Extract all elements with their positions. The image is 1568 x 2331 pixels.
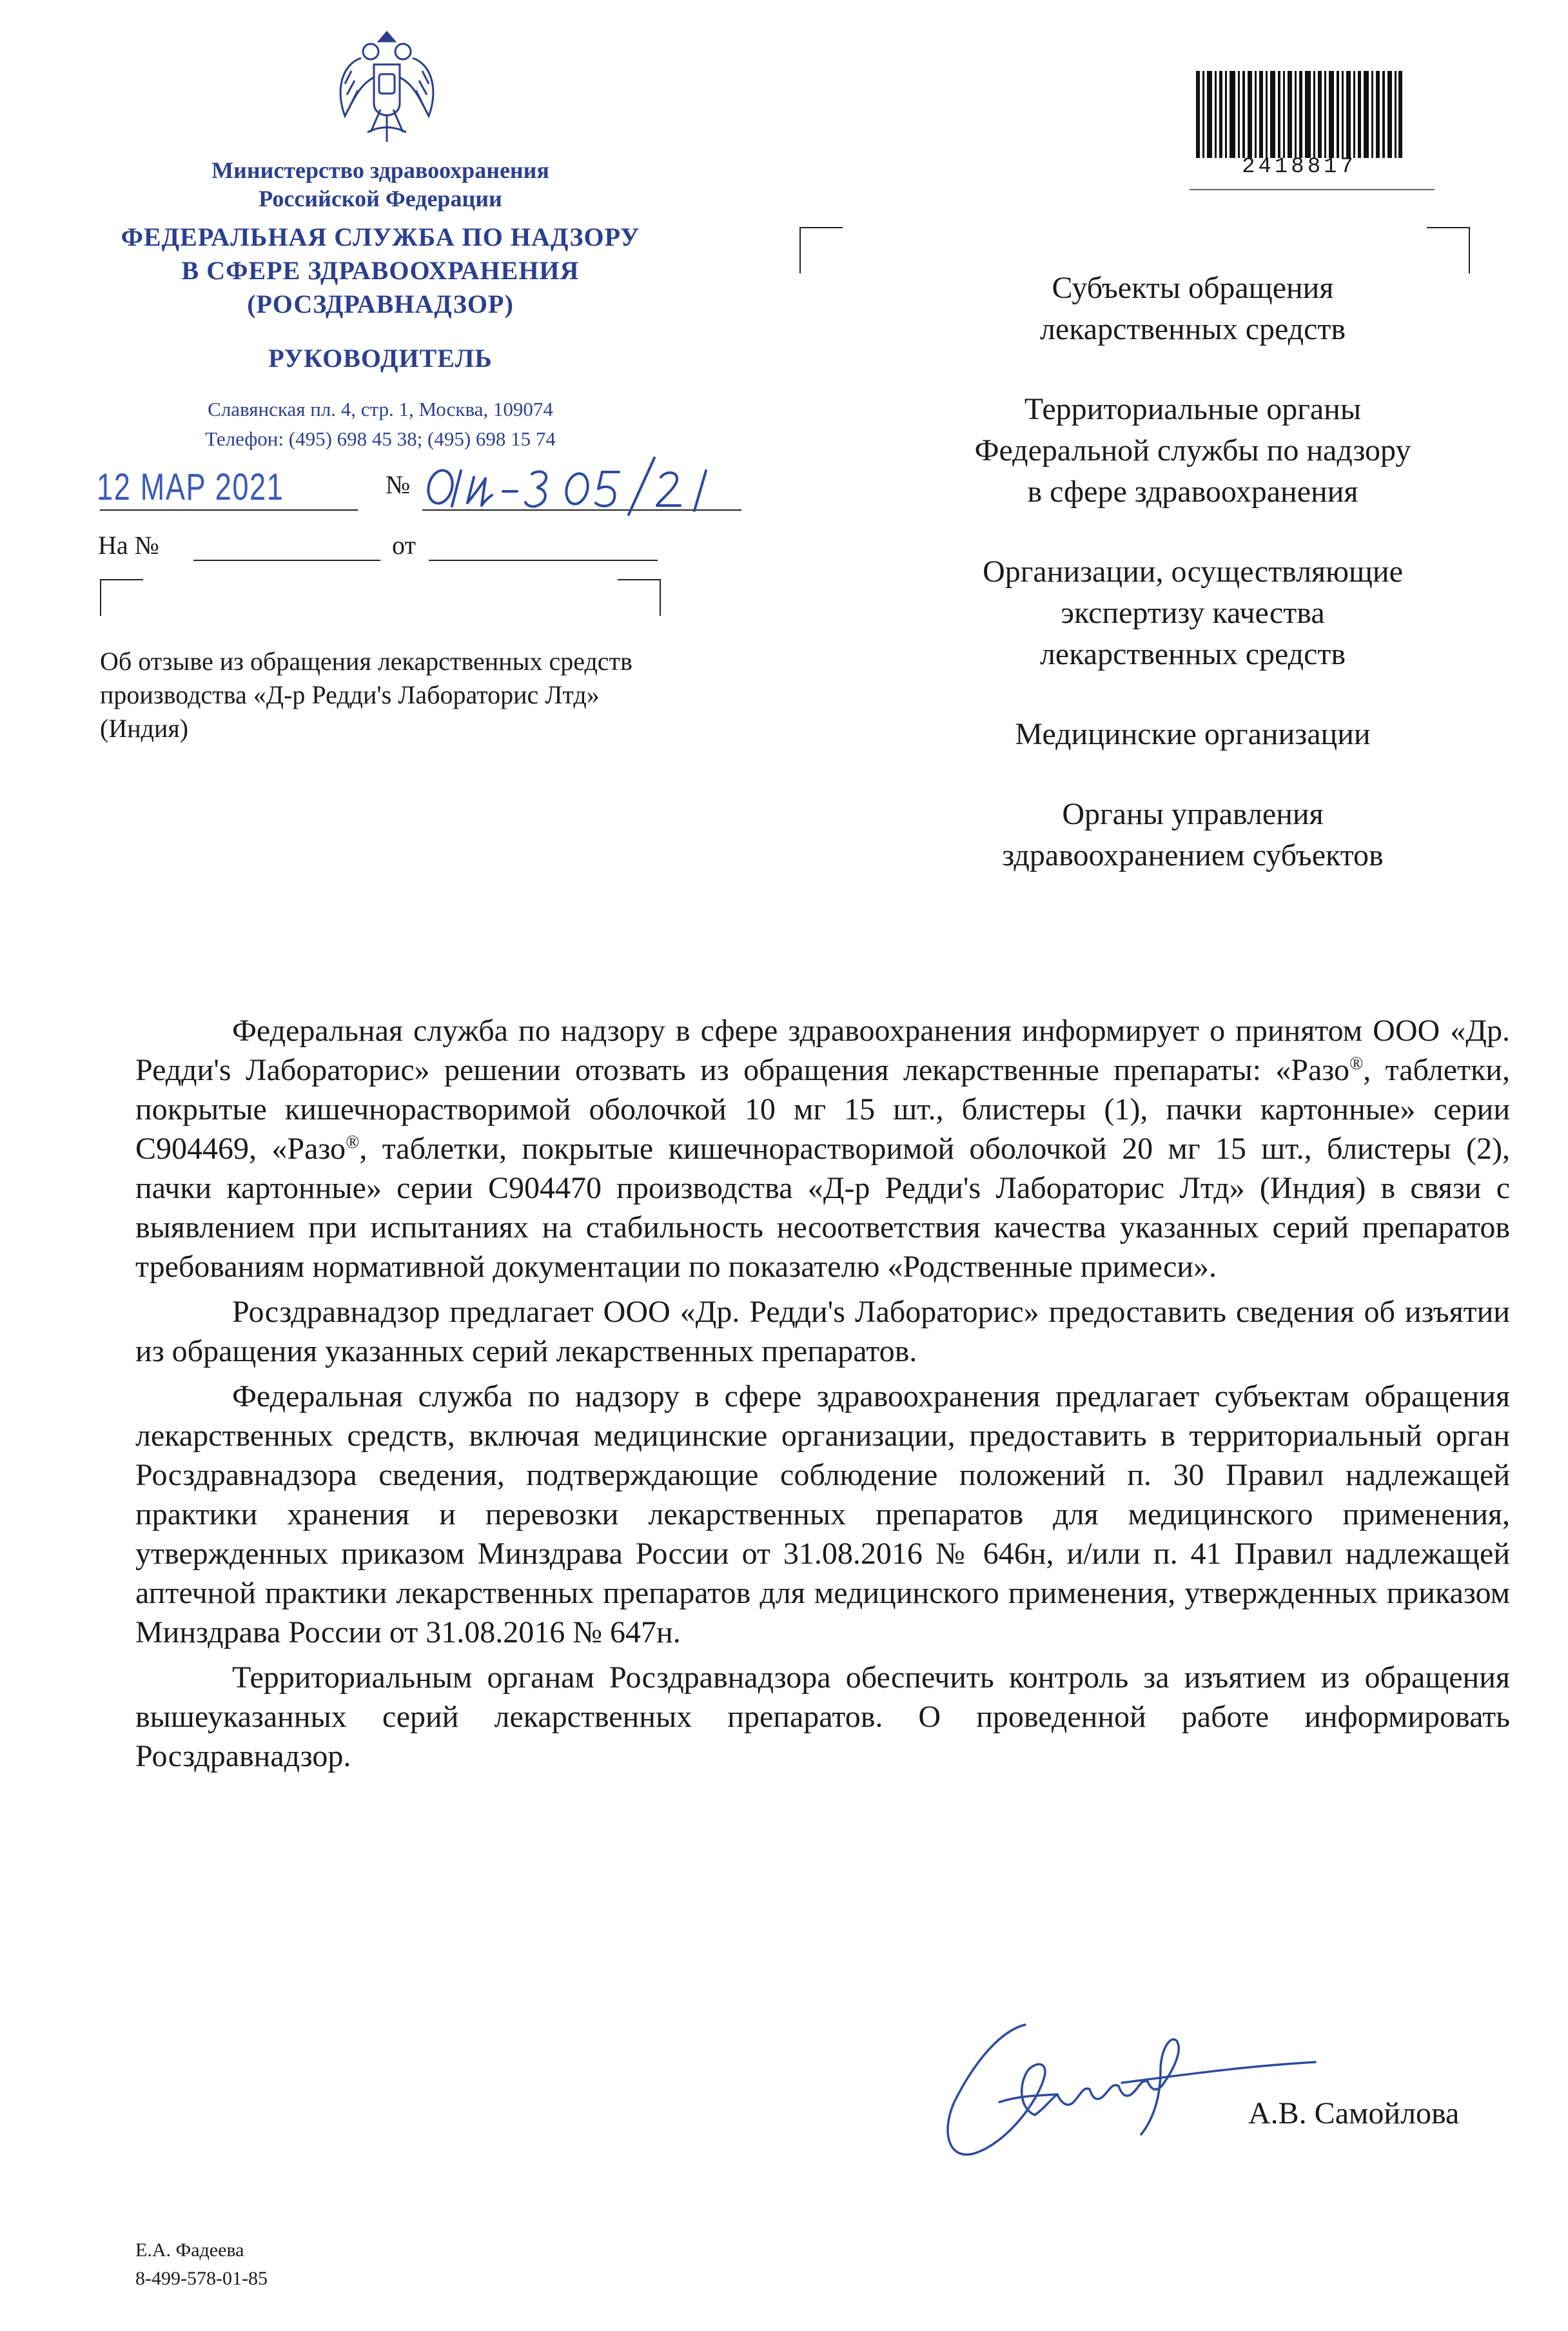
head-title: РУКОВОДИТЕЛЬ: [268, 344, 493, 373]
addressee-line: здравоохранением субъектов: [1002, 838, 1384, 872]
from-underline: [429, 560, 658, 561]
body-p1-part-b: , таблетки, покрытые кишечнорастворимой оболочкой 10 мг 15 шт., блистеры (1), пачки картонные» серии С904469, «Разо: [135, 1053, 1510, 1166]
body-paragraph-3: Федеральная служба по надзору в сфере здравоохранения предлагает субъектам обращения лекарственных средств, включая медицинские организации, предоставить в территориальный орган Росздравнадзора сведения, подтверждающие соблюдение положений п. 30 Правил надлежащей практики хранения и перевозки лекарственных препаратов для медицинского применения, утвержденных приказом Минздрава России от 31.08.2016 № 646н, и/или п. 41 Правил надлежащей аптечной практики лекарственных препаратов для медицинского применения, утвержденных приказом Минздрава России от 31.08.2016 № 647н.: [135, 1379, 1510, 1649]
date-underline: [100, 509, 358, 511]
addressee-item: [903, 714, 1483, 755]
addressee-line: Организации, осуществляющие: [983, 555, 1403, 589]
ministry-name: [90, 156, 671, 213]
phone-line: Телефон: (495) 698 45 38; (495) 698 15 74: [205, 428, 556, 450]
subject-corner-left: [100, 579, 143, 616]
coat-of-arms-emblem-icon: [322, 19, 451, 155]
service-line-2: В СФЕРЕ ЗДРАВООХРАНЕНИЯ: [181, 256, 580, 285]
subject-line-1: Об отзыве из обращения лекарственных средств: [100, 647, 632, 676]
ministry-line-2: Российской Федерации: [259, 186, 502, 211]
executor-phone: 8-499-578-01-85: [135, 2268, 268, 2289]
barcode: [1196, 71, 1402, 158]
executor-name: Е.А. Фадеева: [135, 2239, 244, 2261]
addressee-item: [903, 794, 1483, 876]
body-paragraph-4: Территориальным органам Росздравнадзора обеспечить контроль за изъятием из обращения вышеуказанных серий лекарственных препаратов. О проведенной работе информировать Росздравнадзор.: [135, 1660, 1510, 1773]
addressee-line: Органы управления: [1062, 797, 1324, 831]
body-paragraph-1: [135, 1011, 1510, 1286]
service-name: [90, 221, 671, 321]
executor-block: [135, 2236, 268, 2293]
addressee-line: экспертизу качества: [1061, 596, 1325, 630]
addressees-block: [903, 268, 1483, 915]
letter-subject: [100, 645, 745, 745]
subject-line-3: (Индия): [100, 714, 189, 743]
handwritten-registration-number: [422, 451, 745, 516]
date-stamp: 12 MAP 2021: [97, 466, 284, 508]
addressee-line: в сфере здравоохранения: [1027, 475, 1358, 509]
addressee-line: Федеральной службы по надзору: [974, 433, 1411, 467]
addressee-line: Медицинские организации: [1015, 717, 1371, 751]
addressee-line: лекарственных средств: [1039, 312, 1346, 346]
addressee-corner-right: [1427, 227, 1470, 273]
address-block: [90, 395, 671, 454]
body-p1-part-a: Федеральная служба по надзору в сфере здравоохранения информирует о принятом ООО «Др. Редди's Лабораторис» решении отозвать из обращения лекарственные препараты: «Разо: [135, 1014, 1510, 1087]
addressee-line: Территориальные органы: [1024, 392, 1362, 426]
from-label: от: [392, 531, 416, 560]
registered-mark: ®: [1349, 1054, 1364, 1074]
addressee-item: [903, 551, 1483, 675]
barcode-number: 2418817: [1242, 155, 1357, 179]
letter-body: [135, 1011, 1510, 1782]
subject-corner-right: [618, 579, 661, 616]
reply-to-label: На №: [98, 531, 159, 560]
body-paragraph-2: Росздравнадзор предлагает ООО «Др. Редди's Лабораторис» предоставить сведения об изъятии из обращения указанных серий лекарственных препаратов.: [135, 1295, 1510, 1368]
signer-name: А.В. Самойлова: [1248, 2096, 1460, 2130]
addressee-item: [903, 389, 1483, 513]
addressee-corner-left: [799, 227, 843, 273]
addressee-line: лекарственных средств: [1039, 637, 1346, 671]
addressee-item: [903, 268, 1483, 350]
service-line-1: ФЕДЕРАЛЬНАЯ СЛУЖБА ПО НАДЗОРУ: [121, 222, 640, 251]
addressee-line: Субъекты обращения: [1052, 271, 1334, 305]
service-line-3: (РОСЗДРАВНАДЗОР): [247, 290, 514, 319]
body-p1-part-c: , таблетки, покрытые кишечнорастворимой оболочкой 20 мг 15 шт., блистеры (2), пачки картонные» серии С904470 производства «Д-р Редди's Лабораторис Лтд» (Индия) в связи с выявлением при испытаниях на стабильность несоответствия качества указанных серий препаратов требованиям нормативной документации по показателю «Родственные примеси».: [135, 1132, 1510, 1284]
number-label: №: [386, 470, 411, 499]
barcode-divider: [1190, 189, 1435, 190]
reply-to-underline: [193, 560, 380, 561]
subject-line-2: производства «Д-р Редди's Лабораторис Лтд»: [100, 680, 600, 709]
address-line: Славянская пл. 4, стр. 1, Москва, 109074: [208, 398, 553, 420]
ministry-line-1: Министерство здравоохранения: [211, 157, 549, 183]
registered-mark: ®: [346, 1132, 360, 1152]
